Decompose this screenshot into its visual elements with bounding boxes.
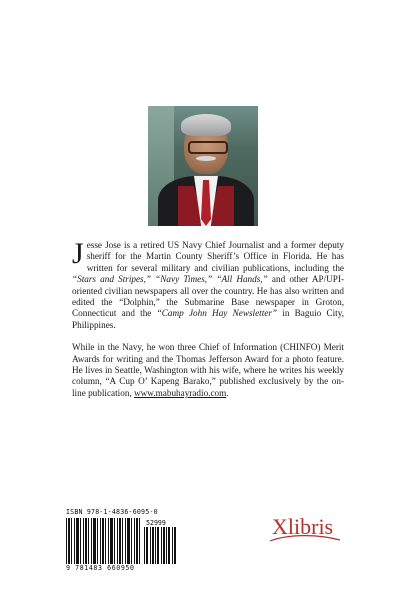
website-link[interactable]: www.mabuhayradio.com xyxy=(134,387,227,398)
bio-p1-text-2: and other AP/UPI-oriented civilian newspapers all over the country. He has also written and edited the “Dolphin,” the Submarine Base newspaper in Groton, Connecticut and the xyxy=(72,274,345,319)
barcode-addon-bars xyxy=(144,527,176,564)
bio-p1-newsletter: “Camp John Hay Newsletter” xyxy=(156,308,278,319)
author-photo xyxy=(148,106,258,226)
barcode-digits: 9 781483 660950 xyxy=(66,564,135,572)
publisher-logo-swoosh-icon xyxy=(268,532,342,544)
isbn-label: ISBN 978-1-4836-6095-0 xyxy=(66,508,158,516)
photo-moustache xyxy=(196,156,216,161)
author-bio xyxy=(72,237,345,410)
barcode-price-code: 52999 xyxy=(146,519,166,527)
bio-p2-text: While in the Navy, he won three Chief of Information (CHINFO) Merit Awards for writing and the Thomas Jefferson Award for a photo feature. He lives in Seattle, Washington with his wife, where he writes his weekly column, “A Cup O’ Kapeng Barako,” published exclusively by the on-line publication, xyxy=(72,342,344,398)
bio-paragraph-2 xyxy=(72,342,344,399)
barcode-main-bars xyxy=(66,518,142,564)
drop-cap: J xyxy=(72,237,84,270)
bio-p1-text-3: in Baguio City, Philippines. xyxy=(72,308,344,330)
bio-p1-publications: “Stars and Stripes,” “Navy Times,” “All Hands,” xyxy=(72,274,268,285)
bio-paragraph-1 xyxy=(72,237,345,331)
publisher-logo: Xlibris xyxy=(272,514,334,539)
photo-glasses xyxy=(188,141,228,154)
photo-hair xyxy=(181,114,231,136)
bio-p2-end: . xyxy=(226,387,229,398)
bio-p1-text-1: esse Jose is a retired US Navy Chief Journalist and a former deputy sheriff for the Martin County Sheriff’s Office in Florida. He has written for several military and civilian publications, including the xyxy=(86,240,344,273)
